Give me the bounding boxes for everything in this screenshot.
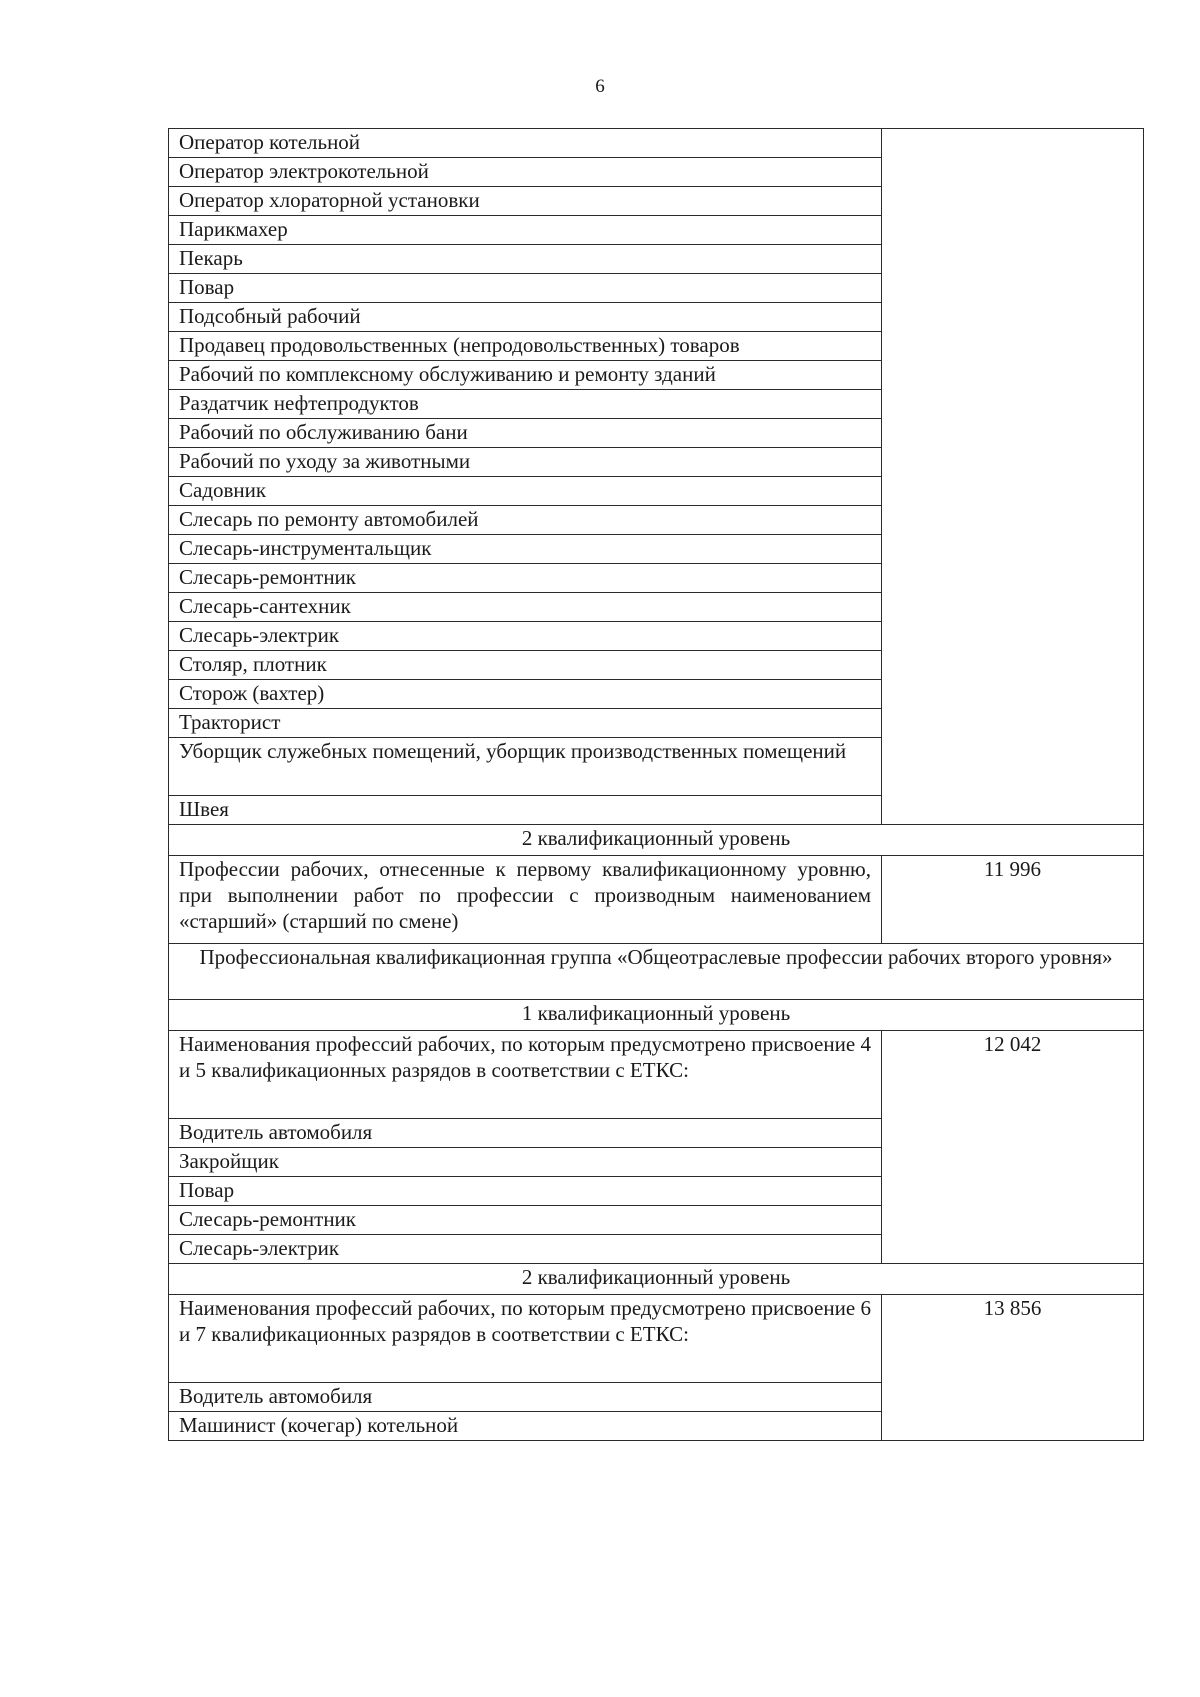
salary-value: 13 856	[882, 1295, 1144, 1441]
level-heading-row	[169, 1264, 1144, 1295]
profession-cell: Слесарь-сантехник	[169, 593, 882, 622]
group-heading-row	[169, 944, 1144, 1000]
table-row	[169, 1295, 1144, 1383]
level-heading-row	[169, 1000, 1144, 1031]
profession-cell: Слесарь-инструментальщик	[169, 535, 882, 564]
level-heading: 2 квалификационный уровень	[169, 1264, 1144, 1295]
profession-cell: Рабочий по комплексному обслуживанию и ремонту зданий	[169, 361, 882, 390]
profession-cell: Повар	[169, 274, 882, 303]
salary-table	[168, 128, 1144, 1441]
profession-cell: Оператор хлораторной установки	[169, 187, 882, 216]
profession-cell: Рабочий по обслуживанию бани	[169, 419, 882, 448]
level-heading: 2 квалификационный уровень	[169, 825, 1144, 856]
profession-cell: Оператор электрокотельной	[169, 158, 882, 187]
table-row	[169, 129, 1144, 158]
profession-cell: Швея	[169, 796, 882, 825]
level-description: Наименования профессий рабочих, по которым предусмотрено присвоение 4 и 5 квалификационных разрядов в соответствии с ЕТКС:	[169, 1031, 882, 1119]
profession-cell: Оператор котельной	[169, 129, 882, 158]
level-description: Наименования профессий рабочих, по которым предусмотрено присвоение 6 и 7 квалификационных разрядов в соответствии с ЕТКС:	[169, 1295, 882, 1383]
level-heading-row	[169, 825, 1144, 856]
profession-cell: Слесарь-электрик	[169, 622, 882, 651]
salary-value: 11 996	[882, 856, 1144, 944]
empty-value-cell	[882, 129, 1144, 825]
profession-cell: Пекарь	[169, 245, 882, 274]
profession-cell: Столяр, плотник	[169, 651, 882, 680]
table-row	[169, 856, 1144, 944]
profession-cell: Раздатчик нефтепродуктов	[169, 390, 882, 419]
profession-cell: Тракторист	[169, 709, 882, 738]
profession-cell: Продавец продовольственных (непродовольственных) товаров	[169, 332, 882, 361]
table-row	[169, 1031, 1144, 1119]
profession-cell: Слесарь-электрик	[169, 1235, 882, 1264]
profession-cell: Садовник	[169, 477, 882, 506]
profession-cell: Подсобный рабочий	[169, 303, 882, 332]
profession-cell: Машинист (кочегар) котельной	[169, 1412, 882, 1441]
level-description: Профессии рабочих, отнесенные к первому квалификационному уровню, при выполнении работ по профессии с производным наименованием «старший» (старший по смене)	[169, 856, 882, 944]
profession-cell: Рабочий по уходу за животными	[169, 448, 882, 477]
profession-cell: Повар	[169, 1177, 882, 1206]
profession-cell: Слесарь-ремонтник	[169, 564, 882, 593]
profession-cell: Слесарь-ремонтник	[169, 1206, 882, 1235]
profession-cell: Водитель автомобиля	[169, 1119, 882, 1148]
profession-cell: Сторож (вахтер)	[169, 680, 882, 709]
profession-cell: Слесарь по ремонту автомобилей	[169, 506, 882, 535]
profession-cell: Закройщик	[169, 1148, 882, 1177]
level-heading: 1 квалификационный уровень	[169, 1000, 1144, 1031]
profession-cell: Водитель автомобиля	[169, 1383, 882, 1412]
profession-cell: Парикмахер	[169, 216, 882, 245]
profession-cell: Уборщик служебных помещений, уборщик производственных помещений	[169, 738, 882, 796]
salary-value: 12 042	[882, 1031, 1144, 1264]
page-number: 6	[595, 76, 605, 97]
group-heading: Профессиональная квалификационная группа «Общеотраслевые профессии рабочих второго уровня»	[169, 944, 1144, 1000]
